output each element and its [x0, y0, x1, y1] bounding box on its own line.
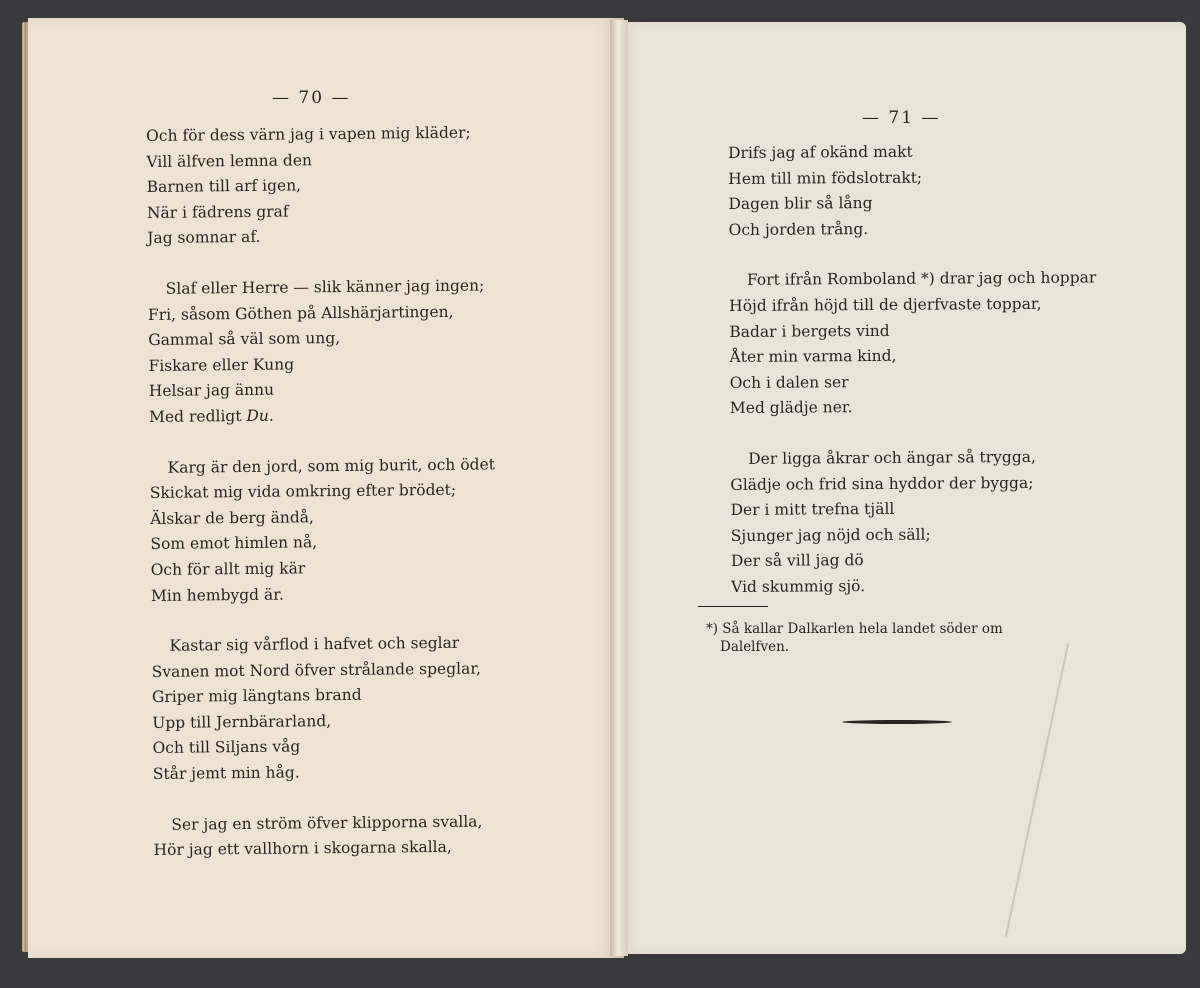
poem-line: Och jorden trång.: [728, 219, 869, 239]
poem-line: Karg är den jord, som mig burit, och ödet: [167, 454, 496, 477]
poem-line: Der i mitt trefna tjäll: [730, 499, 895, 520]
footnote-line: Dalelfven.: [720, 639, 790, 655]
poem-line: Och för dess värn jag i vapen mig kläder;: [146, 123, 471, 145]
footnote-line: *) Så kallar Dalkarlen hela landet söder om: [706, 621, 1003, 637]
poem-line: Badar i bergets vind: [729, 321, 890, 341]
poem-line: [149, 401, 495, 430]
stanza: [729, 266, 1097, 422]
poem-line: Som emot himlen nå,: [150, 533, 318, 554]
poem-line: Helsar jag ännu: [148, 381, 275, 401]
stanza: [153, 809, 499, 864]
poem-line: Och för allt mig kär: [150, 559, 306, 579]
poem-line: Der så vill jag dö: [730, 551, 864, 571]
poem-line: Drifs jag af okänd makt: [728, 142, 913, 162]
poem-line: Höjd ifrån höjd till de djerfvaste toppar,: [729, 294, 1042, 315]
poem-line: Ser jag en ström öfver klipporna svalla,: [171, 812, 483, 834]
stanza: [730, 444, 1098, 600]
right-page-poem: [728, 138, 1099, 625]
book-gutter: [610, 20, 628, 956]
page-number-right: — 71 —: [862, 108, 941, 128]
poem-line: Åter min varma kind,: [729, 346, 897, 367]
poem-line: Vid skummig sjö.: [731, 576, 866, 596]
poem-line: Glädje och frid sina hyddor der bygga;: [730, 473, 1034, 494]
poem-line: Sjunger jag nöjd och säll;: [730, 525, 931, 545]
stanza: [728, 138, 1096, 243]
poem-line: Med glädje ner.: [729, 398, 853, 418]
poem-line: Svanen mot Nord öfver strålande speglar,: [151, 659, 482, 681]
poem-line: Barnen till arf igen,: [146, 176, 302, 197]
poem-line: Slaf eller Herre — slik känner jag ingen;: [165, 276, 485, 298]
stanza: [148, 273, 495, 430]
poem-line: Dagen blir så lång: [728, 194, 873, 214]
poem-line: Jag somnar af.: [147, 228, 261, 248]
poem-line-text: Med redligt: [148, 406, 247, 426]
poem-line: Skickat mig vida omkring efter brödet;: [149, 480, 457, 503]
poem-line: Gammal så väl som ung,: [148, 329, 341, 350]
poem-line: Hör jag ett vallhorn i skogarna skalla,: [153, 838, 452, 860]
stanza: [151, 630, 498, 787]
poem-line: Vill älfven lemna den: [146, 150, 313, 171]
poem-line: Och i dalen ser: [729, 372, 849, 392]
poem-line: Der ligga åkrar och ängar så trygga,: [748, 447, 1036, 468]
poem-line: Fri, såsom Göthen på Allshärjartingen,: [147, 302, 454, 324]
stanza: [146, 120, 493, 252]
left-page-poem: [146, 120, 499, 888]
poem-line: Upp till Jernbärarland,: [152, 711, 332, 732]
poem-line: När i fädrens graf: [146, 202, 289, 222]
poem-line: Hem till min födslotrakt;: [728, 168, 923, 188]
poem-line: Står jemt min håg.: [152, 763, 300, 784]
end-ornament-rule: [842, 720, 952, 724]
poem-line: Fiskare eller Kung: [148, 355, 295, 375]
poem-line: Kastar sig vårflod i hafvet och seglar: [169, 633, 460, 655]
poem-line: Och till Siljans våg: [152, 737, 301, 758]
poem-line: Fort ifrån Romboland *) drar jag och hoppar: [746, 268, 1097, 290]
poem-line: Min hembygd är.: [150, 585, 284, 605]
stanza: [149, 452, 496, 609]
footnote: [706, 620, 1003, 656]
footnote-rule: [698, 606, 768, 607]
poem-line: Älskar de berg ändå,: [150, 507, 314, 528]
page-number-left: — 70 —: [272, 88, 351, 108]
emphasized-word: Du.: [246, 406, 274, 425]
poem-line: Griper mig längtans brand: [151, 686, 362, 707]
